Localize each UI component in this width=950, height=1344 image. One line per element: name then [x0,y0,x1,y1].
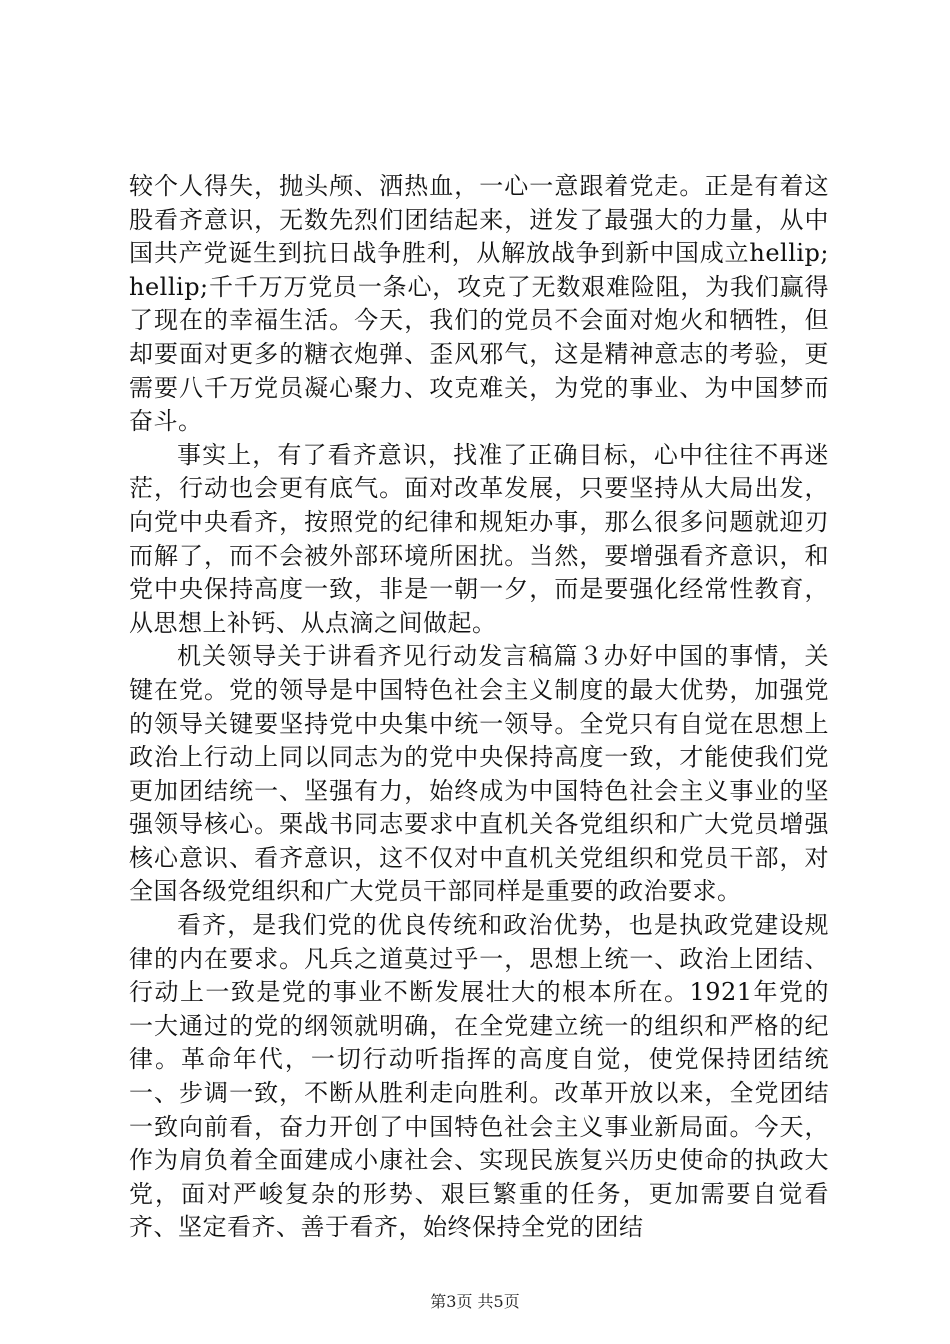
paragraph-speech-3: 机关领导关于讲看齐见行动发言稿篇３办好中国的事情，关键在党。党的领导是中国特色社会主义制度的最大优势，加强党的领导关键要坚持党中央集中统一领导。全党只有自觉在思想上政治上行动上同以同志为的党中央保持高度一致，才能使我们党更加团结统一、坚强有力，始终成为中国特色社会主义事业的坚强领导核心。栗战书同志要求中直机关各党组织和广大党员增强核心意识、看齐意识，这不仅对中直机关党组织和党员干部，对全国各级党组织和广大党员干部同样是重要的政治要求。 [129,642,829,906]
page-footer: 第3页 共5页 [430,1292,520,1311]
paragraph-tradition: 看齐，是我们党的优良传统和政治优势，也是执政党建设规律的内在要求。凡兵之道莫过乎一，思想上统一、政治上团结、行动上一致是党的事业不断发展壮大的根本所在。1921年党的一大通过的党的纲领就明确，在全党建立统一的组织和严格的纪律。革命年代，一切行动听指挥的高度自觉，使党保持团结统一、步调一致，不断从胜利走向胜利。改革开放以来，全党团结一致向前看，奋力开创了中国特色社会主义事业新局面。今天，作为肩负着全面建成小康社会、实现民族复兴历史使命的执政大党，面对严峻复杂的形势、艰巨繁重的任务，更加需要自觉看齐、坚定看齐、善于看齐，始终保持全党的团结 [129,911,829,1242]
paragraph-continuation: 较个人得失，抛头颅、洒热血，一心一意跟着党走。正是有着这股看齐意识，无数先烈们团结起来，迸发了最强大的力量，从中国共产党诞生到抗日战争胜利，从解放战争到新中国成立hellip;hellip;千千万万党员一条心，攻克了无数艰难险阻，为我们赢得了现在的幸福生活。今天，我们的党员不会面对炮火和牺牲，但却要面对更多的糖衣炮弹、歪风邪气，这是精神意志的考验，更需要八千万党员凝心聚力、攻克难关，为党的事业、为中国梦而奋斗。 [129,172,829,436]
paragraph-awareness: 事实上，有了看齐意识，找准了正确目标，心中往往不再迷茫，行动也会更有底气。面对改革发展，只要坚持从大局出发，向党中央看齐，按照党的纪律和规矩办事，那么很多问题就迎刃而解了，而不会被外部环境所困扰。当然，要增强看齐意识，和党中央保持高度一致，非是一朝一夕，而是要强化经常性教育，从思想上补钙、从点滴之间做起。 [129,440,829,637]
body-text [129,170,829,1245]
